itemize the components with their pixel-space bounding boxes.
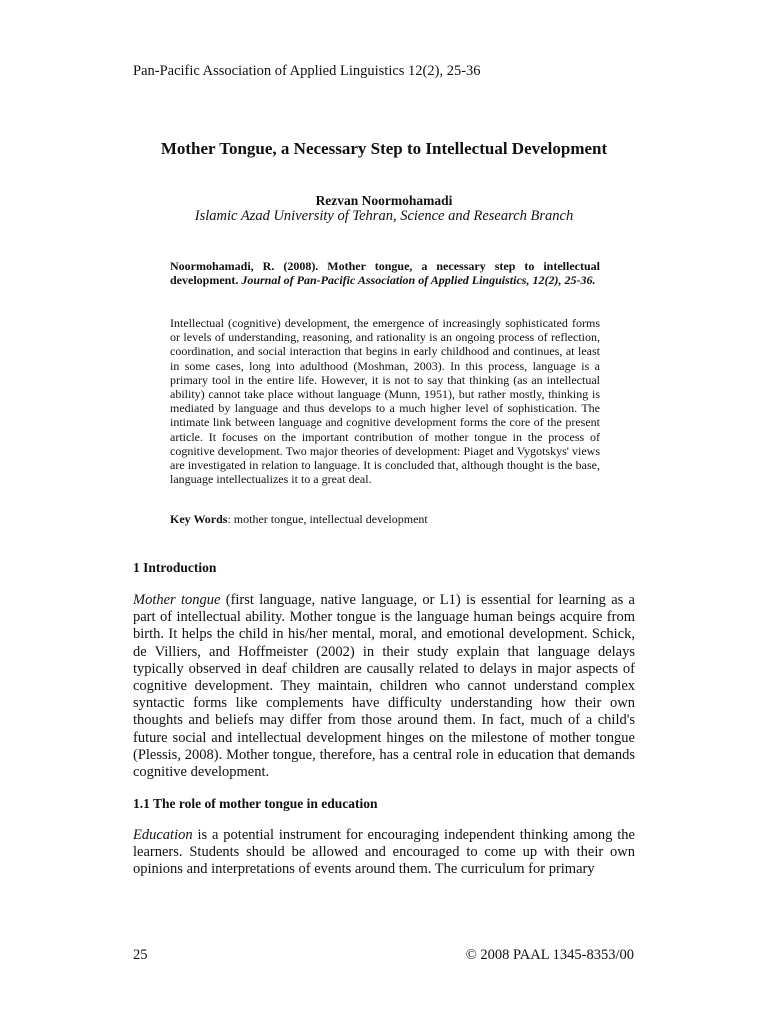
intro-text: (first language, native language, or L1) is essential for learning as a part of intellectual ability. Mother tongue is the language human beings acquire from birth. It helps the child in his/her mental, moral, and emotional development. Schick, de Villiers, and Hoffmeister (2002) in their study explain that language delays typically observed in deaf children are causally related to delays in major aspects of cognitive development. They maintain, children who cannot understand complex syntactic forms like complements have difficulty understanding how their own thoughts and beliefs may differ from those around them. In fact, much of a child's future social and intellectual development hinges on the milestone of mother tongue (Plessis, 2008). Mother tongue, therefore, has a central role in education that demands cognitive development.: [133, 592, 635, 781]
sub-lead-term: Education: [133, 827, 193, 843]
introduction-paragraph: [133, 592, 635, 781]
abstract: Intellectual (cognitive) development, the emergence of increasingly sophisticated forms or levels of understanding, reasoning, and rationality is an ongoing process of reflection, coordination, and social interaction that begins in early childhood and continues, at least in some cases, long into adulthood (Moshman, 2003). In this process, language is a primary tool in the entire life. However, it is not to say that thinking (as an intellectual ability) cannot take place without language (Munn, 1951), but rather mostly, thinking is mediated by language and thus develops to a much higher level of sophistication. The intimate link between language and cognitive development forms the core of the present article. It focuses on the important contribution of mother tongue in the process of cognitive development. Two major theories of development: Piaget and Vygotskys' views are investigated in relation to language. It is concluded that, although thought is the base, language intellectualizes it to a great deal.: [170, 316, 600, 487]
keywords: [170, 512, 600, 527]
section-heading-introduction: 1 Introduction: [133, 560, 217, 575]
keywords-value: : mother tongue, intellectual development: [227, 512, 428, 526]
education-paragraph: [133, 827, 635, 879]
author-affiliation: Islamic Azad University of Tehran, Science and Research Branch: [194, 208, 574, 224]
intro-lead-term: Mother tongue: [133, 592, 221, 608]
keywords-label: Key Words: [170, 512, 228, 526]
citation: [170, 259, 600, 288]
citation-journal: Journal of Pan-Pacific Association of Applied Linguistics, 12(2), 25-36.: [241, 273, 596, 288]
article-title: Mother Tongue, a Necessary Step to Intellectual Development: [160, 139, 608, 158]
sub-text: is a potential instrument for encouraging independent thinking among the learners. Students should be allowed and encouraged to come up with their own opinions and interpretations of events around them. The curriculum for primary: [133, 827, 635, 878]
author-name: Rezvan Noormohamadi: [315, 193, 453, 208]
page-number: 25: [133, 947, 148, 963]
running-head: Pan-Pacific Association of Applied Linguistics 12(2), 25-36: [133, 63, 481, 79]
citation-text: Noormohamadi, R. (2008). Mother tongue, a necessary step to intellectual development.: [170, 259, 600, 288]
copyright-notice: © 2008 PAAL 1345-8353/00: [465, 947, 634, 963]
section-heading-role-of-mother-tongue: 1.1 The role of mother tongue in education: [133, 796, 378, 811]
